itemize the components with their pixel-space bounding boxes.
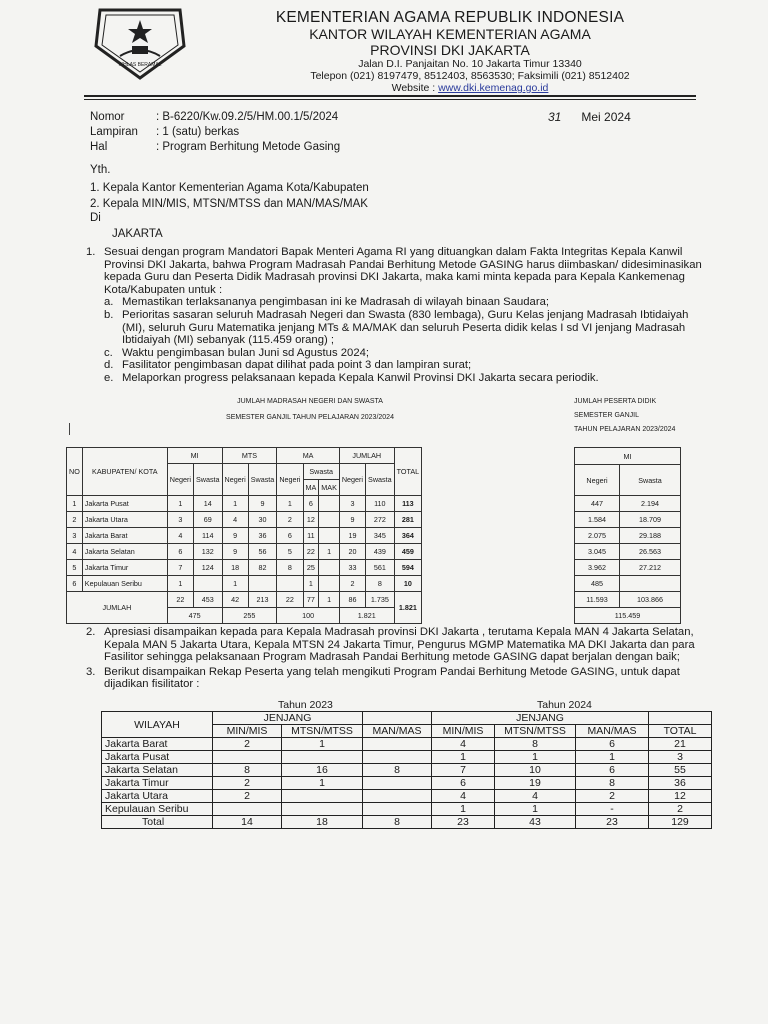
t3-man-2024: 1 [576,751,649,764]
table1-title-2: SEMESTER GANJIL TAHUN PELAJARAN 2023/2024 [226,414,394,421]
t1-sum-4: 22 [277,592,303,608]
t1-h-negeri: Negeri [277,464,303,496]
t2-sum-swasta: 103.866 [620,592,681,608]
header-rule-thin [84,99,696,100]
t1-sum-9: 1.821 [394,592,422,624]
t1-ma-negeri: 5 [277,544,303,560]
t1-ma-negeri: 1 [277,496,303,512]
t2-negeri: 485 [575,576,620,592]
t1-h-mts: MTS [222,448,277,464]
t1-jumlah-negeri: 19 [339,528,365,544]
t1-subtotal-2: 100 [277,608,340,624]
table1-title-1: JUMLAH MADRASAH NEGERI DAN SWASTA [237,398,383,405]
t1-h-negeri: Negeri [167,464,193,496]
t1-no: 2 [67,512,83,528]
t1-total: 594 [394,560,422,576]
table-row [575,496,681,512]
t1-mts-swasta: 82 [248,560,277,576]
madrasah-count-table [66,447,422,624]
t1-h-swasta: Swasta [366,464,395,496]
table-row [102,790,712,803]
t3-total: 12 [649,790,712,803]
t3-min-2023 [213,751,282,764]
t1-sum-3: 213 [248,592,277,608]
t3-total: 21 [649,738,712,751]
addressee-2: 2. Kepala MIN/MIS, MTSN/MTSS dan MAN/MAS/MAK [90,198,368,210]
t1-jumlah-negeri: 20 [339,544,365,560]
t1-total: 113 [394,496,422,512]
t1-mi-swasta: 124 [193,560,222,576]
t1-mts-negeri: 9 [222,528,248,544]
letterhead [200,10,700,94]
t1-sum-2: 42 [222,592,248,608]
t1-h-kab: KABUPATEN/ KOTA [82,448,167,496]
t3-min-2024: 4 [432,790,495,803]
t1-h-swasta: Swasta [248,464,277,496]
t1-jumlah-swasta: 272 [366,512,395,528]
table-row [575,528,681,544]
letterhead-province: PROVINSI DKI JAKARTA [370,42,530,58]
t1-total: 281 [394,512,422,528]
t3-min-2024: 7 [432,764,495,777]
t3-man-2023 [363,777,432,790]
t3-min-2023: 14 [213,816,282,829]
table-row [575,512,681,528]
t1-ma-swasta: 11 [303,528,319,544]
t3-mts-2024: 1 [495,751,576,764]
t1-kabupaten: Jakarta Timur [82,560,167,576]
t1-subtotal-1: 255 [222,608,277,624]
table-row [102,751,712,764]
t1-no: 1 [67,496,83,512]
hal-label: Hal [90,141,108,153]
letterhead-address: Jalan D.I. Panjaitan No. 10 Jakarta Timur 13340 [358,58,582,70]
t1-jumlah-negeri: 9 [339,512,365,528]
table-row [102,816,712,829]
t3-mts-2023: 18 [282,816,363,829]
year-2024-label: Tahun 2024 [537,699,592,711]
t1-mts-negeri: 1 [222,576,248,592]
t1-ma-negeri: 8 [277,560,303,576]
t3-man-2024: 8 [576,777,649,790]
t2-negeri: 3.045 [575,544,620,560]
t3-h-total: TOTAL [649,725,712,738]
t2-swasta: 27.212 [620,560,681,576]
t3-wilayah: Jakarta Utara [102,790,213,803]
t1-total: 459 [394,544,422,560]
t1-ma-negeri: 6 [277,528,303,544]
table-row-sum [575,592,681,608]
t3-mts-2024: 19 [495,777,576,790]
t3-wilayah: Kepulauan Seribu [102,803,213,816]
t1-jumlah-swasta: 439 [366,544,395,560]
t1-sum-8: 1.735 [366,592,395,608]
t3-min-2024: 1 [432,803,495,816]
t1-jumlah-swasta: 110 [366,496,395,512]
point-1b: Perioritas sasaran seluruh Madrasah Negeri dan Swasta (830 lembaga), Guru Kelas jenjang Madrasah Ibtidaiyah (MI), seluruh Guru Matematika jenjang MTs & MA/MAK dan seluruh Peserta didik kelas I sd VI jenjang Madrasah Ibtidaiyah (MI) sebanyak (115.459 orang) ; [122,308,689,347]
t3-h-mts-2023: MTSN/MTSS [282,725,363,738]
t1-kabupaten: Jakarta Pusat [82,496,167,512]
t3-mts-2023 [282,790,363,803]
lampiran-label: Lampiran [90,126,138,138]
participant-recap-table [101,711,712,829]
letter-date [548,110,631,124]
t1-h-negeri: Negeri [222,464,248,496]
t1-mi-negeri: 1 [167,496,193,512]
t1-mi-swasta: 132 [193,544,222,560]
table-row [102,764,712,777]
t1-sum-0: 22 [167,592,193,608]
t1-kabupaten: Jakarta Utara [82,512,167,528]
t1-ma-swasta: 6 [303,496,319,512]
t1-h-mi: MI [167,448,222,464]
t1-mts-negeri: 9 [222,544,248,560]
svg-text:IKHLAS BERAMAL: IKHLAS BERAMAL [118,62,162,68]
t3-h-min-2024: MIN/MIS [432,725,495,738]
addressee-di: Di [90,212,101,224]
body-points-2-3 [86,626,706,691]
t1-mts-negeri: 1 [222,496,248,512]
t3-mts-2023 [282,803,363,816]
point-1e: Melaporkan progress pelaksanaan kepada Kepala Kanwil Provinsi DKI Jakarta secara periodik. [122,371,599,384]
table2-title-2: SEMESTER GANJIL [574,412,639,419]
letterhead-office: KANTOR WILAYAH KEMENTERIAN AGAMA [309,26,591,42]
t3-total: 36 [649,777,712,790]
t3-h-jenjang-2023: JENJANG [213,712,363,725]
t1-mak-swasta [319,576,340,592]
t1-sum-1: 453 [193,592,222,608]
t1-subtotal-0: 475 [167,608,222,624]
t1-sum-5: 77 [303,592,319,608]
t1-mi-swasta: 14 [193,496,222,512]
t1-mi-swasta: 69 [193,512,222,528]
t1-h-negeri: Negeri [339,464,365,496]
t1-jumlah-negeri: 2 [339,576,365,592]
point-number: 3. [86,665,96,678]
t1-kabupaten: Jakarta Selatan [82,544,167,560]
table-row [67,512,422,528]
t3-mts-2023: 1 [282,777,363,790]
table-row [67,496,422,512]
t1-mi-negeri: 7 [167,560,193,576]
t3-man-2023 [363,803,432,816]
addressee-1: 1. Kepala Kantor Kementerian Agama Kota/Kabupaten [90,182,369,194]
t2-h-negeri: Negeri [575,465,620,496]
t3-wilayah: Jakarta Pusat [102,751,213,764]
t3-min-2024: 6 [432,777,495,790]
t2-swasta: 26.563 [620,544,681,560]
table2-title [574,396,694,436]
website-link[interactable]: www.dki.kemenag.go.id [438,82,549,94]
t3-mts-2024: 43 [495,816,576,829]
t3-min-2024: 4 [432,738,495,751]
t3-wilayah: Jakarta Barat [102,738,213,751]
t1-total: 10 [394,576,422,592]
t3-h-blank [649,712,712,725]
addressee-block [90,163,369,241]
point-2-text: Apresiasi disampaikan kepada para Kepala Madrasah provinsi DKI Jakarta , terutama Kepala MAN 4 Jakarta Selatan, Kepala MAN 5 Jakarta Utara, Kepala MTSN 24 Jakarta Timur, Pengurus MGMP Matematika MA DKI Jakarta dan para Fasilitor sehingga pelaksanaan Program Madrasah Pandai Berhitung metode GASING dapat berjalan dengan baik; [104,626,695,664]
t3-min-2023 [213,803,282,816]
t3-min-2023: 2 [213,738,282,751]
t1-ma-swasta: 1 [303,576,319,592]
t1-h-jumlah: JUMLAH [339,448,394,464]
t3-wilayah: Jakarta Selatan [102,764,213,777]
t2-h-swasta: Swasta [620,465,681,496]
t1-jumlah-swasta: 8 [366,576,395,592]
table-row [102,738,712,751]
lampiran-value: : 1 (satu) berkas [156,126,240,138]
t1-no: 3 [67,528,83,544]
t3-h-blank [363,712,432,725]
t1-mi-negeri: 4 [167,528,193,544]
t1-no: 4 [67,544,83,560]
date-day: 31 [548,110,562,124]
t3-h-man-2024: MAN/MAS [576,725,649,738]
table-row [67,544,422,560]
date-month-year: Mei 2024 [581,110,631,124]
t3-man-2024: 2 [576,790,649,803]
t1-mak-swasta [319,512,340,528]
table-row [102,803,712,816]
table1-title [180,396,440,424]
hal-value: : Program Berhitung Metode Gasing [156,141,341,153]
t3-min-2024: 23 [432,816,495,829]
t1-mts-swasta: 9 [248,496,277,512]
website-label: Website : [391,82,436,94]
t1-h-total: TOTAL [394,448,422,496]
table-row [67,560,422,576]
t3-mts-2023: 16 [282,764,363,777]
t1-mak-swasta [319,528,340,544]
t2-negeri: 3.962 [575,560,620,576]
t3-min-2024: 1 [432,751,495,764]
t3-man-2024: - [576,803,649,816]
table-row [67,576,422,592]
table2-title-3: TAHUN PELAJARAN 2023/2024 [574,426,676,433]
t1-mi-negeri: 3 [167,512,193,528]
addressee-city: JAKARTA [112,228,163,240]
t2-swasta: 18.709 [620,512,681,528]
table-row [575,544,681,560]
t3-mts-2024: 8 [495,738,576,751]
t1-total: 364 [394,528,422,544]
yth: Yth. [90,164,111,176]
t1-mi-swasta: 114 [193,528,222,544]
t3-h-wilayah: WILAYAH [102,712,213,738]
point-1c: Waktu pengimbasan bulan Juni sd Agustus 2024; [122,346,370,359]
table-row [575,576,681,592]
point-number: 2. [86,626,96,638]
t3-man-2023 [363,738,432,751]
t3-mts-2024: 4 [495,790,576,803]
t1-mts-swasta: 30 [248,512,277,528]
t3-mts-2023: 1 [282,738,363,751]
t3-wilayah: Total [102,816,213,829]
t3-man-2023 [363,790,432,803]
t3-man-2023: 8 [363,764,432,777]
t3-man-2024: 6 [576,764,649,777]
t1-subtotal-3: 1.821 [339,608,394,624]
t1-jumlah-label: JUMLAH [67,592,168,624]
t2-swasta: 29.188 [620,528,681,544]
t2-swasta [620,576,681,592]
t1-mak-swasta [319,496,340,512]
t1-jumlah-swasta: 561 [366,560,395,576]
margin-mark [69,423,70,435]
letterhead-website [240,82,700,94]
header-rule [84,95,696,97]
t1-ma-negeri: 2 [277,512,303,528]
t3-man-2024: 6 [576,738,649,751]
table-row [575,560,681,576]
t1-no: 6 [67,576,83,592]
student-count-table [574,447,681,624]
t1-sum-6: 1 [319,592,340,608]
t3-man-2023: 8 [363,816,432,829]
t3-wilayah: Jakarta Timur [102,777,213,790]
t1-jumlah-swasta: 345 [366,528,395,544]
t2-sum-negeri: 11.593 [575,592,620,608]
t1-mts-swasta: 36 [248,528,277,544]
point-1a: Memastikan terlaksananya pengimbasan ini ke Madrasah di wilayah binaan Saudara; [122,296,550,309]
t1-mak-swasta: 1 [319,544,340,560]
t1-h-mak: MAK [319,480,340,496]
t1-h-no: NO [67,448,83,496]
t1-mts-negeri: 18 [222,560,248,576]
nomor-value: : B-6220/Kw.09.2/5/HM.00.1/5/2024 [156,111,339,123]
t1-h-ma-swasta: MA [303,480,319,496]
table-row-sum [67,592,422,608]
t3-total: 2 [649,803,712,816]
t3-min-2023: 2 [213,777,282,790]
table2-title-1: JUMLAH PESERTA DIDIK [574,398,657,405]
t3-h-min-2023: MIN/MIS [213,725,282,738]
t2-negeri: 1.584 [575,512,620,528]
t1-kabupaten: Jakarta Barat [82,528,167,544]
t3-h-jenjang-2024: JENJANG [432,712,649,725]
t3-total: 3 [649,751,712,764]
table-row-total [575,608,681,624]
t3-total: 55 [649,764,712,777]
t1-mts-swasta: 56 [248,544,277,560]
t1-no: 5 [67,560,83,576]
letterhead-phone: Telepon (021) 8197479, 8512403, 8563530; Faksimili (021) 8512402 [310,70,630,82]
t3-mts-2024: 10 [495,764,576,777]
t3-min-2023: 8 [213,764,282,777]
t1-mi-negeri: 1 [167,576,193,592]
t1-mts-negeri: 4 [222,512,248,528]
t3-mts-2023 [282,751,363,764]
t1-mak-swasta [319,560,340,576]
point-number: 1. [86,246,96,258]
t1-ma-negeri [277,576,303,592]
t3-total: 129 [649,816,712,829]
t2-total: 115.459 [575,608,681,624]
table-row [67,528,422,544]
t3-mts-2024: 1 [495,803,576,816]
t2-swasta: 2.194 [620,496,681,512]
letter-meta [90,110,340,155]
t2-negeri: 2.075 [575,528,620,544]
t2-h-mi: MI [575,448,681,465]
t3-h-man-2023: MAN/MAS [363,725,432,738]
t1-h-ma: MA [277,448,340,464]
body-point-1: 1. Sesuai dengan program Mandatori Bapak Menteri Agama RI yang dituangkan dalam Fakta Integritas Kepala Kanwil Provinsi DKI Jakarta, bahwa Program Madrasah Pandai Berhitung Metode GASING harus diimbaskan/ didesiminasikan kepada Guru dan Peserta Didik Madrasah provinsi DKI Jakarta, maka kami minta kepada para Kepala Kankemenag Kota/Kabupaten untuk : a. Memastikan terlaksananya pengimbasan ini ke Madrasah di wilayah binaan Saudara; b. Perioritas sasaran seluruh Madrasah Negeri dan Swasta (830 lembaga), Guru Kelas jenjang Madrasah Ibtidaiyah (MI), seluruh Guru Matematika jenjang MTs & MA/MAK dan seluruh Peserta didik kelas I sd VI jenjang Madrasah Ibtidaiyah (MI) sebanyak (115.459 orang) ; c. Waktu pengimbasan bulan Juni sd Agustus 2024; d. Fasilitator pengimbasan dapat dilihat pada point 3 dan lampiran surat; e. Melaporkan progress pelaksanaan kepada Kepala Kanwil Provinsi DKI Jakarta secara periodik. [86,246,706,385]
t1-mts-swasta [248,576,277,592]
point-1-text: Sesuai dengan program Mandatori Bapak Menteri Agama RI yang dituangkan dalam Fakta Integritas Kepala Kanwil Provinsi DKI Jakarta, bahwa Program Madrasah Pandai Berhitung Metode GASING harus diimbaskan/ didesiminasikan kepada Guru dan Peserta Didik Madrasah provinsi DKI Jakarta, maka kami minta kepada para Kepala Kankemenag Kota/Kabupaten untuk : [104,246,702,296]
t1-ma-swasta: 22 [303,544,319,560]
t2-negeri: 447 [575,496,620,512]
t1-mi-negeri: 6 [167,544,193,560]
letterhead-ministry: KEMENTERIAN AGAMA REPUBLIK INDONESIA [275,9,625,26]
nomor-label: Nomor [90,111,125,123]
t1-ma-swasta: 25 [303,560,319,576]
t1-jumlah-negeri: 3 [339,496,365,512]
t3-man-2024: 23 [576,816,649,829]
point-3-text: Berikut disampaikan Rekap Peserta yang telah mengikuti Program Pandai Berhitung Metode GASING, untuk dapat dijadikan fisilitator : [104,665,680,691]
kemenag-logo [92,6,188,82]
year-2023-label: Tahun 2023 [278,699,333,711]
t3-min-2023: 2 [213,790,282,803]
t1-jumlah-negeri: 33 [339,560,365,576]
t1-h-swasta: Swasta [193,464,222,496]
t3-man-2023 [363,751,432,764]
t1-ma-swasta: 12 [303,512,319,528]
t3-h-mts-2024: MTSN/MTSS [495,725,576,738]
t1-h-swasta: Swasta [303,464,339,480]
t1-mi-swasta [193,576,222,592]
t1-sum-7: 86 [339,592,365,608]
table-row [102,777,712,790]
t1-kabupaten: Kepulauan Seribu [82,576,167,592]
point-1d: Fasilitator pengimbasan dapat dilihat pada point 3 dan lampiran surat; [122,359,472,372]
